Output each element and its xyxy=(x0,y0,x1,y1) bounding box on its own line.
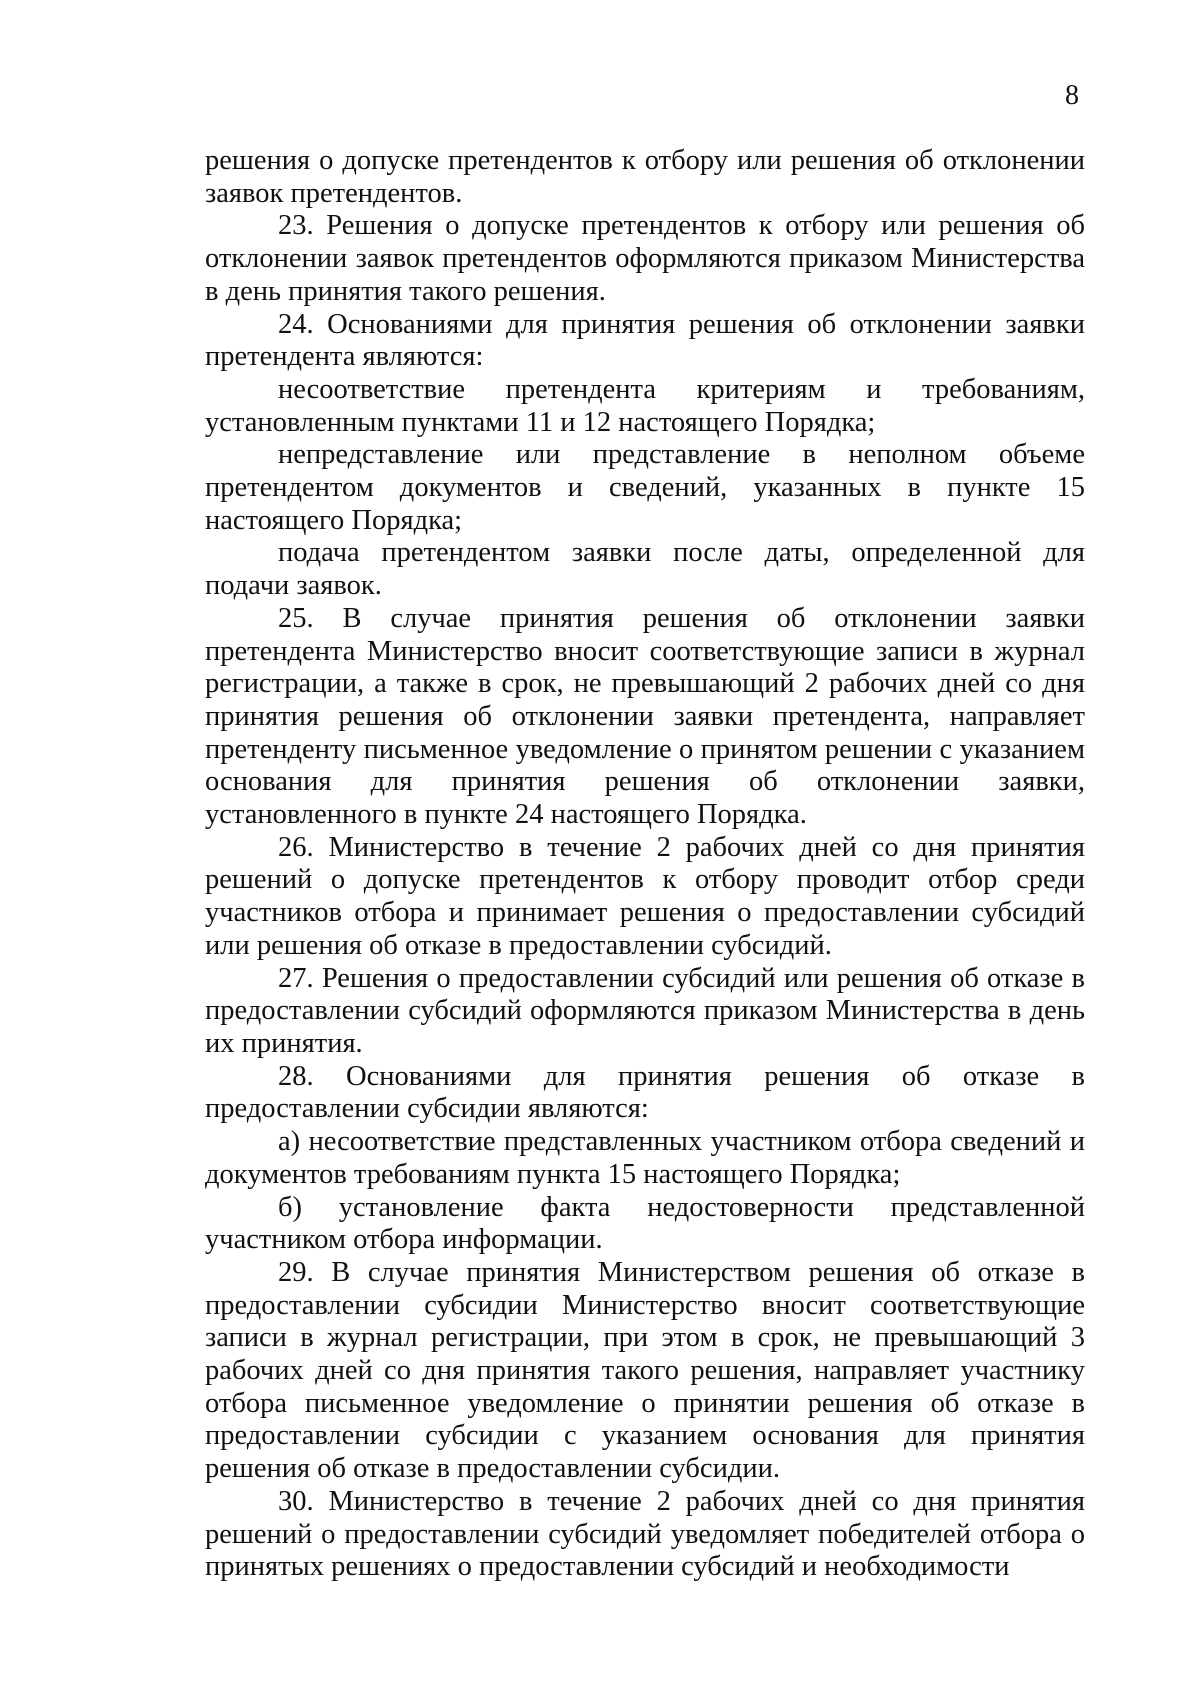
document-body xyxy=(205,145,1085,1584)
paragraph-23: 23. Решения о допуске претендентов к отбору или решения об отклонении заявок претендентов оформляются приказом Министерства в день принятия такого решения. xyxy=(205,210,1085,307)
paragraph-29: 29. В случае принятия Министерством решения об отказе в предоставлении субсидии Министерство вносит соответствующие записи в журнал регистрации, при этом в срок, не превышающий 3 рабочих дней со дня принятия такого решения, направляет участнику отбора письменное уведомление о принятии решения об отказе в предоставлении субсидии с указанием основания для принятия решения об отказе в предоставлении субсидии. xyxy=(205,1256,1085,1485)
paragraph-27: 27. Решения о предоставлении субсидий или решения об отказе в предоставлении субсидий оформляются приказом Министерства в день их принятия. xyxy=(205,962,1085,1059)
page-number: 8 xyxy=(1065,80,1079,111)
paragraph-30: 30. Министерство в течение 2 рабочих дней со дня принятия решений о предоставлении субсидий уведомляет победителей отбора о принятых решениях о предоставлении субсидий и необходимости xyxy=(205,1485,1085,1583)
paragraph-28: 28. Основаниями для принятия решения об отказе в предоставлении субсидии являются: xyxy=(205,1060,1085,1125)
paragraph-26: 26. Министерство в течение 2 рабочих дней со дня принятия решений о допуске претендентов к отбору проводит отбор среди участников отбора и принимает решения о предоставлении субсидий или решения об отказе в предоставлении субсидий. xyxy=(205,831,1085,961)
paragraph-24: 24. Основаниями для принятия решения об отклонении заявки претендента являются: xyxy=(205,308,1085,373)
paragraph-28-item-b: б) установление факта недостоверности представленной участником отбора информации. xyxy=(205,1191,1085,1256)
paragraph-24-item-3: подача претендентом заявки после даты, определенной для подачи заявок. xyxy=(205,537,1085,602)
paragraph-continuation: решения о допуске претендентов к отбору или решения об отклонении заявок претендентов. xyxy=(205,145,1085,209)
paragraph-28-item-a: а) несоответствие представленных участником отбора сведений и документов требованиям пункта 15 настоящего Порядка; xyxy=(205,1126,1085,1190)
paragraph-24-item-1: несоответствие претендента критериям и требованиям, установленным пунктами 11 и 12 настоящего Порядка; xyxy=(205,373,1085,438)
paragraph-25: 25. В случае принятия решения об отклонении заявки претендента Министерство вносит соответствующие записи в журнал регистрации, а также в срок, не превышающий 2 рабочих дней со дня принятия решения об отклонении заявки претендента, направляет претенденту письменное уведомление о принятом решении с указанием основания для принятия решения об отклонении заявки, установленного в пункте 24 настоящего Порядка. xyxy=(205,602,1085,831)
paragraph-24-item-2: непредставление или представление в неполном объеме претендентом документов и сведений, указанных в пункте 15 настоящего Порядка; xyxy=(205,439,1085,536)
